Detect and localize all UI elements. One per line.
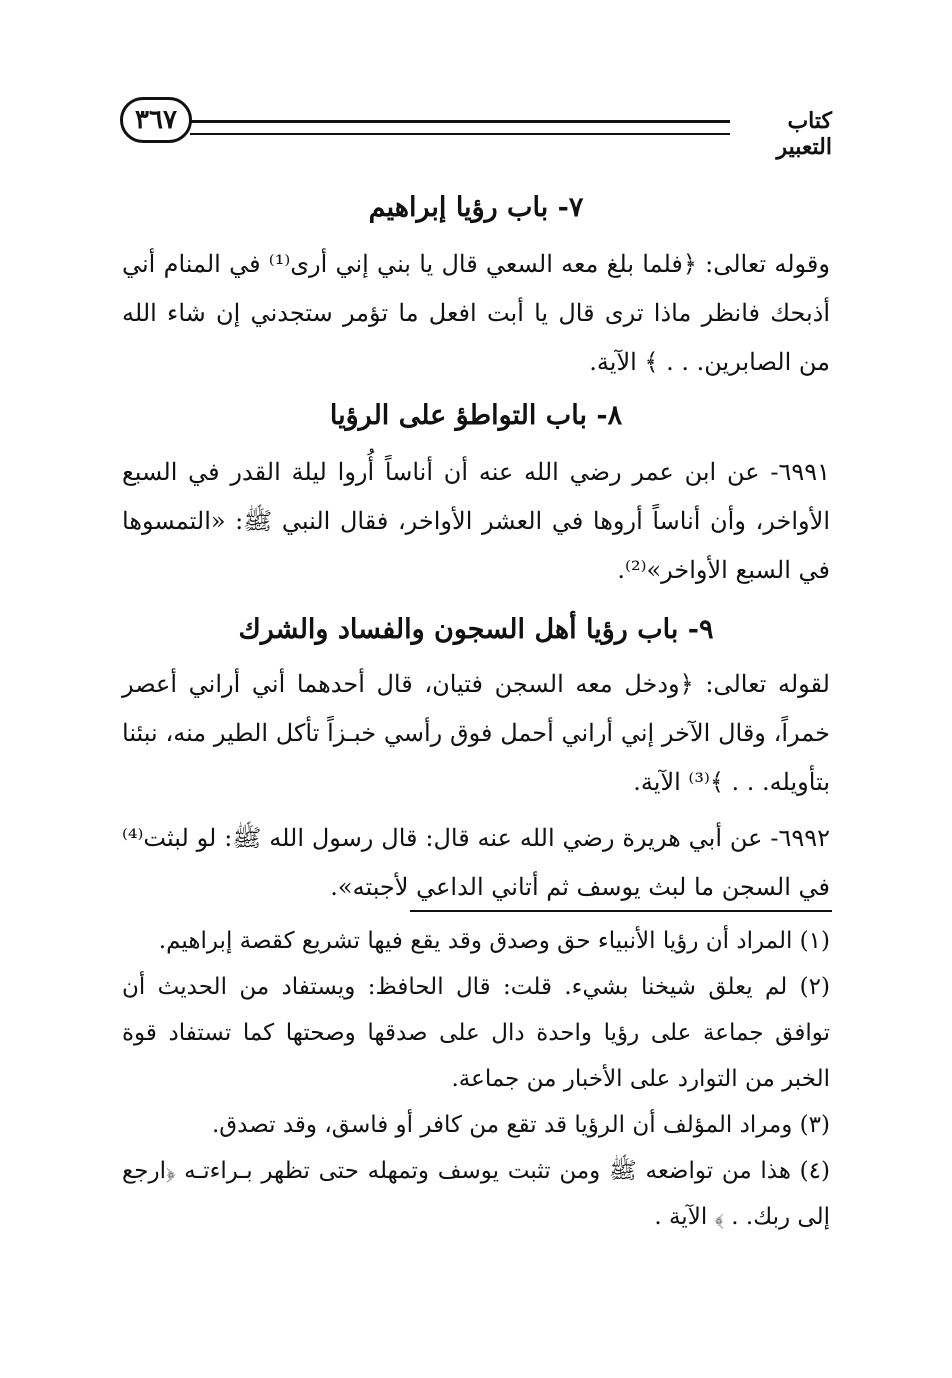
page-number-badge: ٣٦٧: [120, 97, 192, 143]
header-double-rule: [190, 120, 730, 135]
section-heading-7: ٧- باب رؤيا إبراهيم: [368, 192, 584, 223]
section-heading-9: ٩- باب رؤيا أهل السجون والفساد والشرك: [238, 614, 714, 645]
section-text-7: وقوله تعالى: ﴿فلما بلغ معه السعي قال يا بني إني أرى⁽¹⁾ في المنام أني أذبحك فانظر ماذا ترى قال يا أبت افعل ما تؤمر ستجدني إن شاء الله من الصابرين. . . ﴾ الآية.: [122, 250, 830, 376]
footnote-2: (٢) لم يعلق شيخنا بشيء. قلت: قال الحافظ: ويستفاد من الحديث أن توافق جماعة على رؤيا واحدة دال على صدقها وصحتها كما تستفاد قوة الخبر من التوارد على الأخبار من جماعة.: [122, 974, 830, 1092]
hadith-6992: ٦٩٩٢- عن أبي هريرة رضي الله عنه قال: قال رسول الله ﷺ: لو لبثت⁽⁴⁾ في السجن ما لبث يوسف ثم أتاني الداعي لأجبته».: [122, 824, 830, 901]
footnote-3: (٣) ومراد المؤلف أن الرؤيا قد تقع من كافر أو فاسق، وقد تصدق.: [211, 1112, 830, 1138]
footnote-1: (١) المراد أن رؤيا الأنبياء حق وصدق وقد يقع فيها تشريع كقصة إبراهيم.: [158, 928, 830, 954]
section-heading-8: ٨- باب التواطؤ على الرؤيا: [329, 400, 623, 431]
hadith-6991: ٦٩٩١- عن ابن عمر رضي الله عنه أن أناساً أُروا ليلة القدر في السبع الأواخر، وأن أناساً أروها في العشر الأواخر، فقال النبي ﷺ: «التمسوها في السبع الأواخر»⁽²⁾.: [122, 458, 830, 584]
footnote-4: (٤) هذا من تواضعه ﷺ ومن تثبت يوسف وتمهله حتى تظهر بـراءتـه ﴿ارجع إلى ربك. . ﴾ الآية .: [122, 1158, 830, 1230]
footnote-separator: [410, 910, 832, 912]
running-header-title: كتاب التعبير: [776, 108, 832, 160]
section-text-9: لقوله تعالى: ﴿ودخل معه السجن فتيان، قال أحدهما أني أراني أعصر خمراً، وقال الآخر إني أراني أحمل فوق رأسي خبـزاً تأكل الطير منه، نبئنا بتأويله. . . ﴾⁽³⁾ الآية.: [122, 670, 830, 796]
